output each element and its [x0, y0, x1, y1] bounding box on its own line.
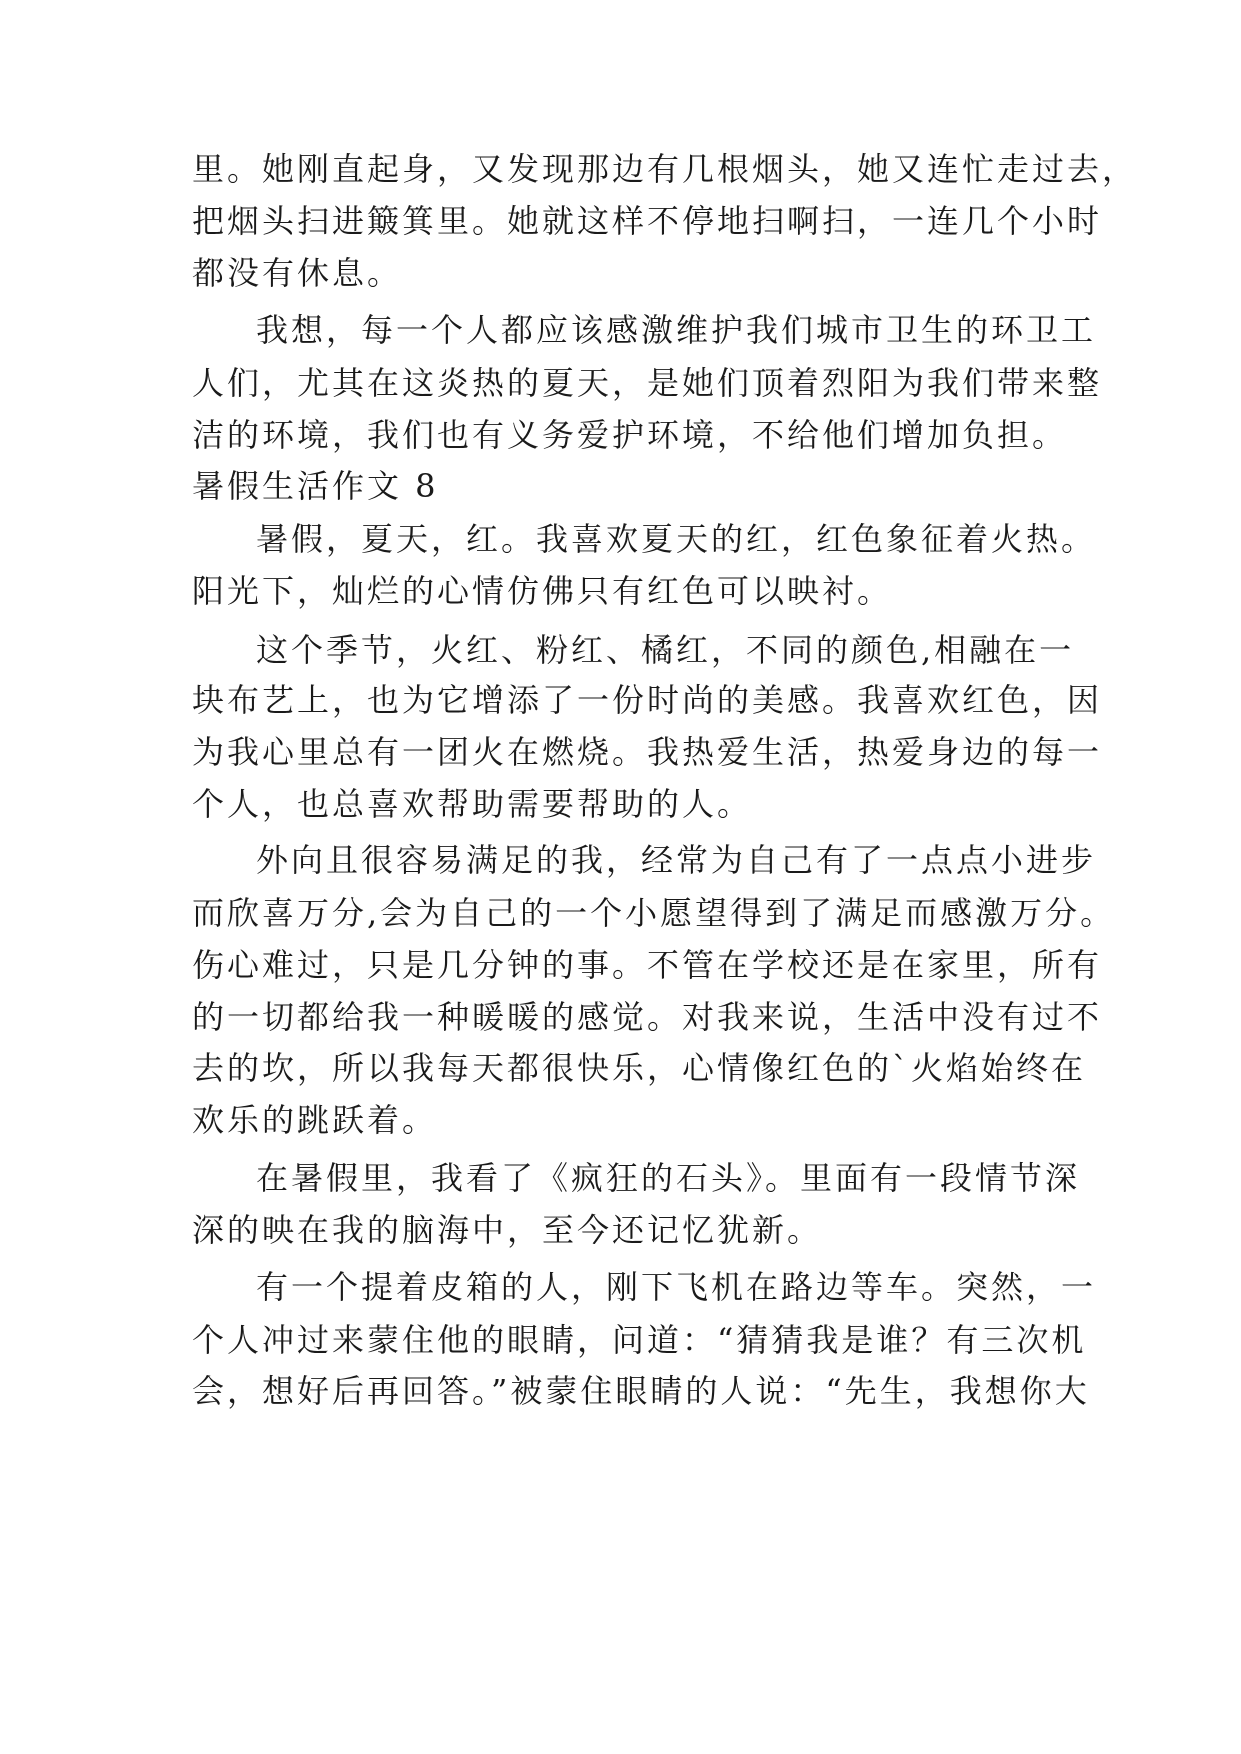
text-line: 都没有休息。 [192, 254, 403, 292]
paragraph-start-line: 在暑假里，我看了《疯狂的石头》。里面有一段情节深 [256, 1159, 1081, 1197]
text-line: 人们，尤其在这炎热的夏天，是她们顶着烈阳为我们带来整 [192, 364, 1103, 402]
text-line: 块布艺上，也为它增添了一份时尚的美感。我喜欢红色，因 [192, 681, 1103, 719]
paragraph-start-line: 我想，每一个人都应该感激维护我们城市卫生的环卫工 [256, 311, 1097, 349]
text-line: 而欣喜万分,会为自己的一个小愿望得到了满足而感激万分。 [192, 894, 1116, 932]
paragraph-start-line: 这个季节，火红、粉红、橘红，不同的颜色,相融在一 [256, 631, 1075, 669]
paragraph-start-line: 有一个提着皮箱的人，刚下飞机在路边等车。突然，一 [256, 1268, 1097, 1306]
text-line: 去的坎，所以我每天都很快乐，心情像红色的`火焰始终在 [192, 1049, 1087, 1087]
text-line: 里。她刚直起身，又发现那边有几根烟头，她又连忙走过去， [192, 150, 1138, 188]
paragraph-start-line: 暑假，夏天，红。我喜欢夏天的红，红色象征着火热。 [256, 520, 1097, 558]
section-heading: 暑假生活作文 8 [192, 467, 439, 505]
text-line: 深的映在我的脑海中，至今还记忆犹新。 [192, 1211, 823, 1249]
text-line: 把烟头扫进簸箕里。她就这样不停地扫啊扫，一连几个小时 [192, 202, 1103, 240]
text-line: 个人冲过来蒙住他的眼睛，问道：“猜猜我是谁？有三次机 [192, 1321, 1087, 1359]
text-line: 伤心难过，只是几分钟的事。不管在学校还是在家里，所有 [192, 946, 1103, 984]
text-line: 为我心里总有一团火在燃烧。我热爱生活，热爱身边的每一 [192, 733, 1103, 771]
text-line: 欢乐的跳跃着。 [192, 1101, 438, 1139]
text-line: 会，想好后再回答。”被蒙住眼睛的人说：“先生，我想你大 [192, 1372, 1090, 1410]
text-line: 阳光下，灿烂的心情仿佛只有红色可以映衬。 [192, 572, 893, 610]
text-line: 的一切都给我一种暖暖的感觉。对我来说，生活中没有过不 [192, 998, 1103, 1036]
text-line: 个人，也总喜欢帮助需要帮助的人。 [192, 785, 753, 823]
paragraph-start-line: 外向且很容易满足的我，经常为自己有了一点点小进步 [256, 841, 1097, 879]
text-line: 洁的环境，我们也有义务爱护环境，不给他们增加负担。 [192, 416, 1068, 454]
